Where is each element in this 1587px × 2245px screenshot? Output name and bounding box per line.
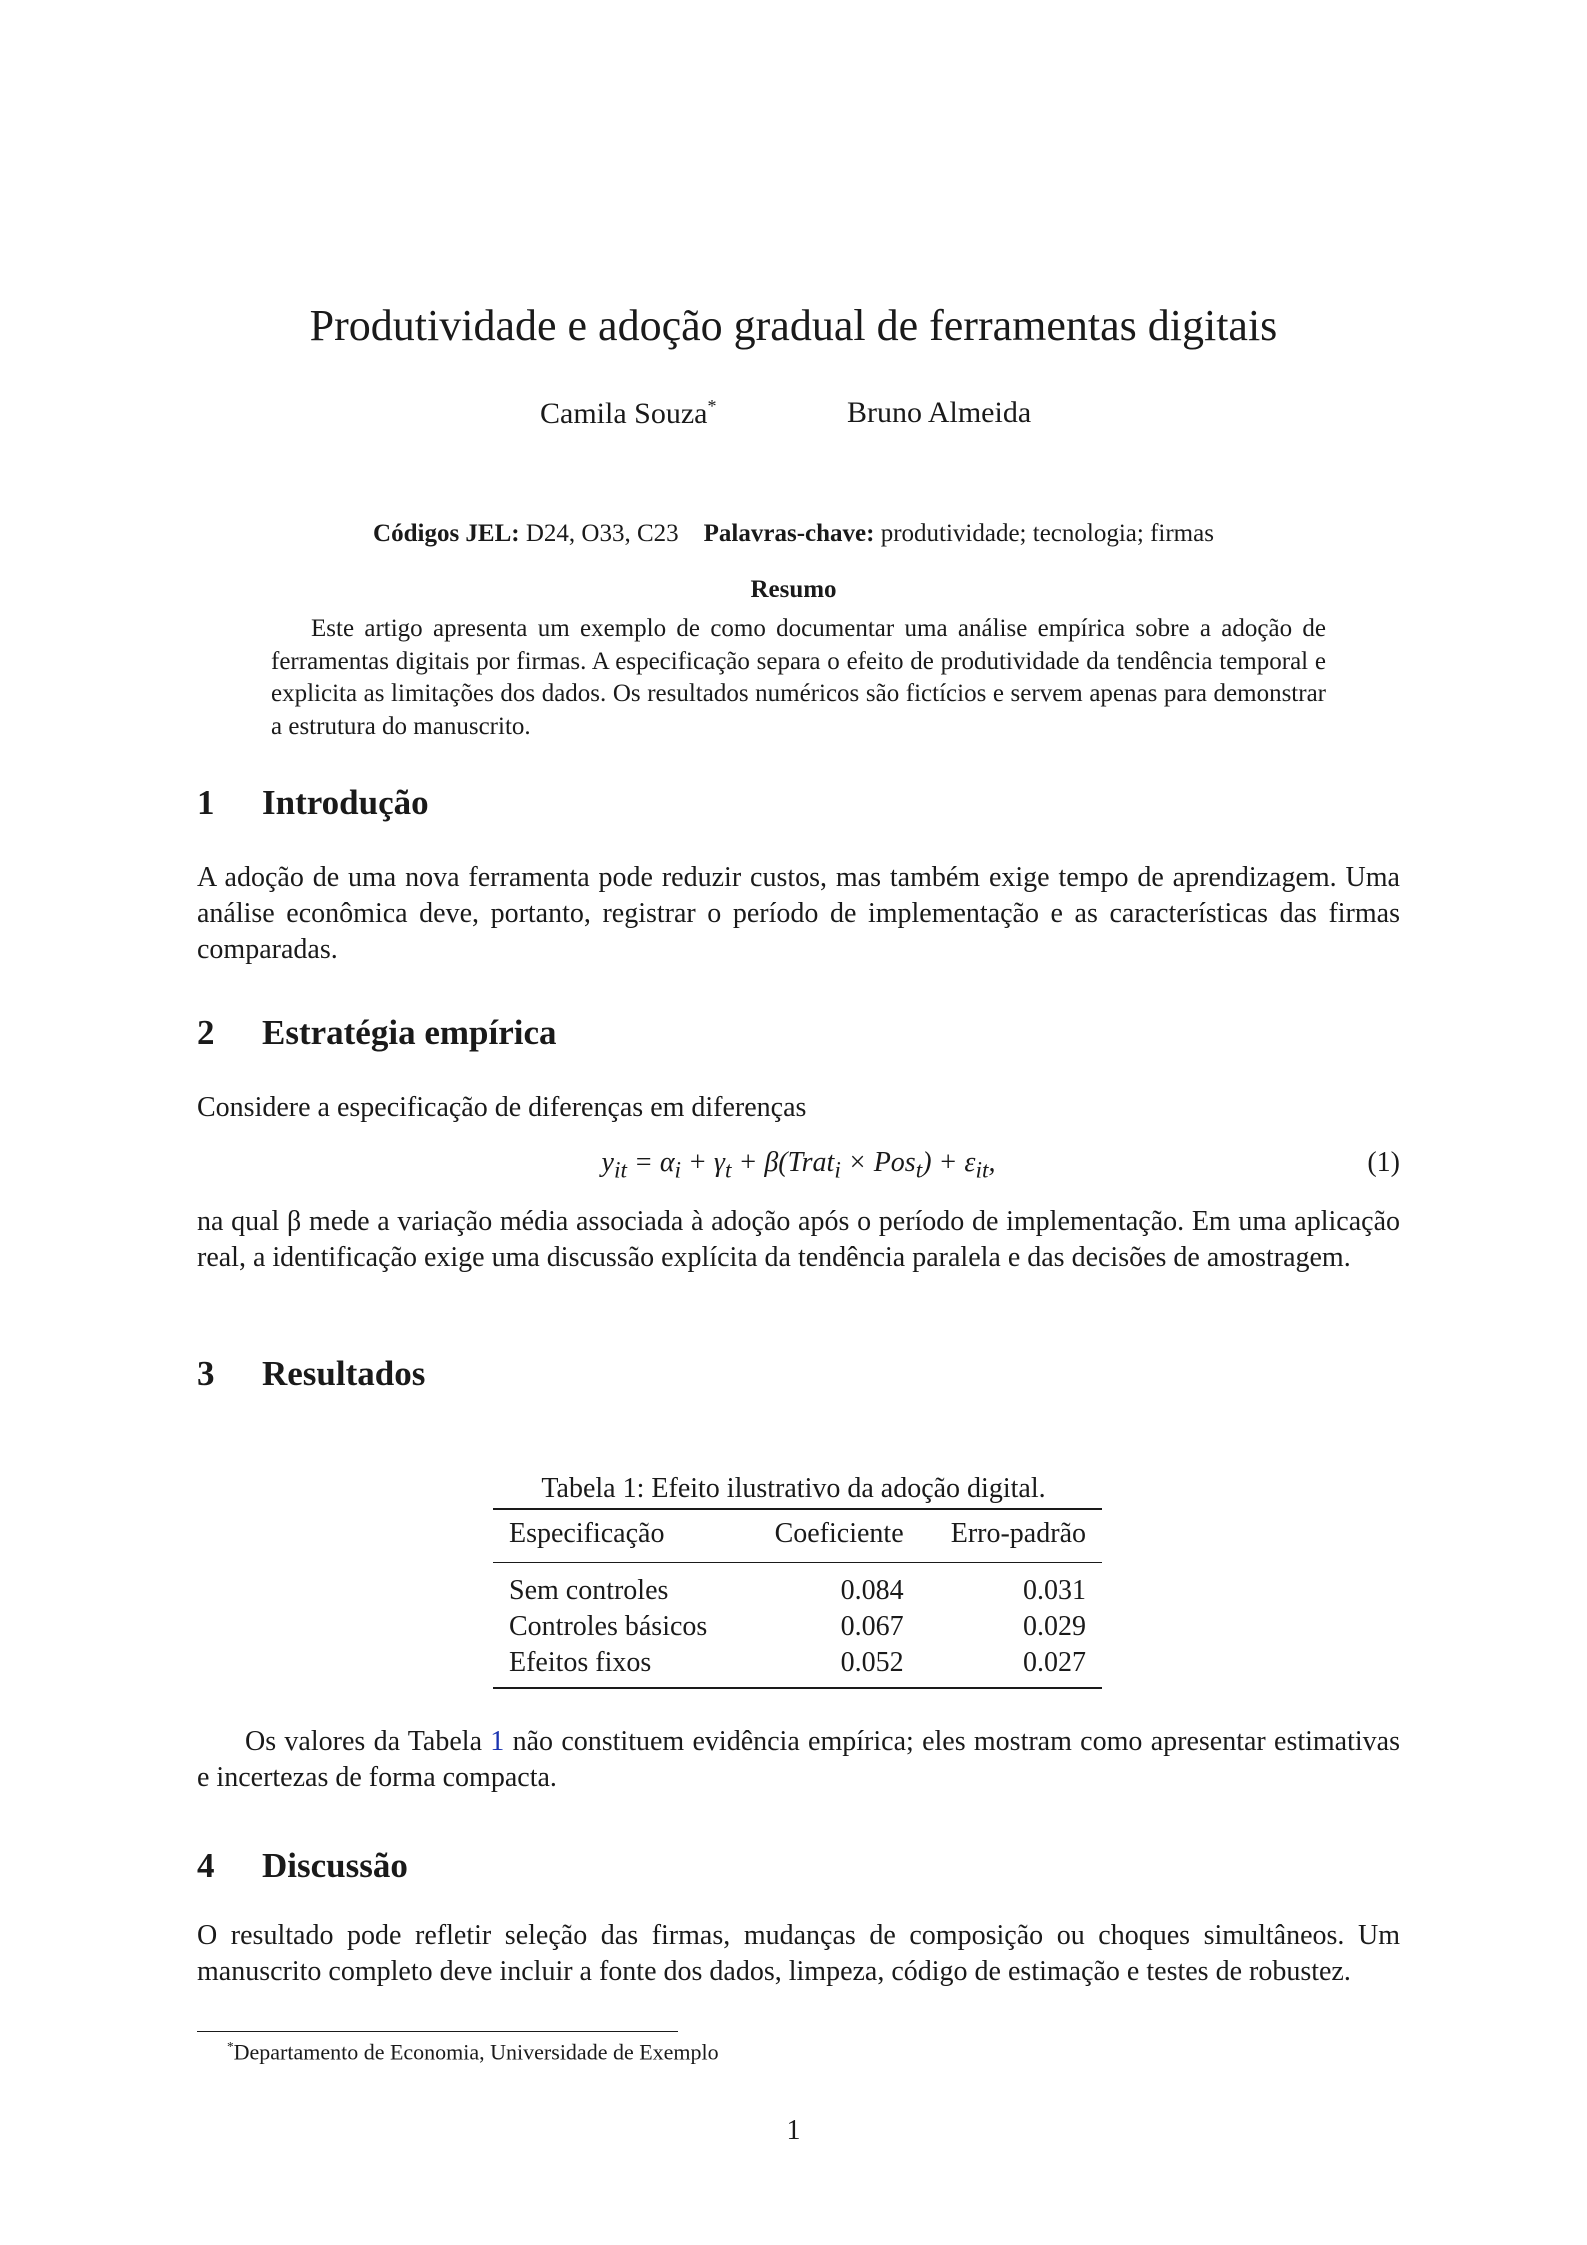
table-reference-link[interactable]: 1 bbox=[490, 1726, 505, 1757]
equation-1 bbox=[197, 1147, 1400, 1187]
section-number: 4 bbox=[197, 1846, 215, 1885]
footnote-text: Departamento de Economia, Universidade de Exemplo bbox=[233, 2039, 719, 2065]
strategy-paragraph-2: na qual β mede a variação média associada à adoção após o período de implementação. Em uma aplicação real, a identificação exige uma discussão explícita da tendência paralela e das decisões de amostragem. bbox=[197, 1206, 1400, 1273]
section-number: 2 bbox=[197, 1013, 215, 1052]
section-title: Estratégia empírica bbox=[262, 1013, 557, 1052]
page-number: 1 bbox=[786, 2115, 801, 2146]
table-header-cell: Erro-padrão bbox=[950, 1518, 1086, 1549]
author-2: Bruno Almeida bbox=[847, 396, 1032, 429]
table-cell: 0.084 bbox=[840, 1575, 904, 1606]
table-cell: Sem controles bbox=[509, 1575, 669, 1606]
abstract-title: Resumo bbox=[750, 576, 837, 603]
section-number: 1 bbox=[197, 783, 215, 822]
results-table bbox=[493, 1508, 1102, 1689]
keywords-label: Palavras-chave: bbox=[703, 520, 875, 547]
footnote-mark: * bbox=[227, 2039, 234, 2054]
results-text-before: Os valores da Tabela bbox=[245, 1726, 491, 1757]
author-list bbox=[0, 396, 1587, 436]
table-header-row bbox=[493, 1509, 1102, 1563]
table-cell: 0.029 bbox=[1023, 1611, 1086, 1642]
author-1-name: Camila Souza bbox=[540, 397, 708, 430]
keywords-line bbox=[0, 520, 1587, 548]
section-title: Introdução bbox=[262, 783, 429, 822]
table-cell: Controles básicos bbox=[509, 1611, 708, 1642]
section-heading-3 bbox=[197, 1354, 425, 1394]
keywords: produtividade; tecnologia; firmas bbox=[880, 520, 1214, 547]
section-title: Discussão bbox=[262, 1846, 408, 1885]
table-cell: Efeitos fixos bbox=[509, 1647, 652, 1678]
section-title: Resultados bbox=[262, 1354, 426, 1393]
table-header-cell: Especificação bbox=[509, 1518, 665, 1549]
table-caption bbox=[0, 1473, 1587, 1505]
author-1 bbox=[540, 396, 716, 431]
section-number: 3 bbox=[197, 1354, 215, 1393]
abstract-text: Este artigo apresenta um exemplo de como documentar uma análise empírica sobre a adoção de ferramentas digitais por firmas. A especificação separa o efeito de produtividade da tendência temporal e explicita as limitações dos dados. Os resultados numéricos são fictícios e servem apenas para demonstrar a estrutura do manuscrito. bbox=[271, 615, 1326, 740]
paper-title: Produtividade e adoção gradual de ferramentas digitais bbox=[309, 301, 1278, 350]
equation-number: (1) bbox=[1367, 1147, 1400, 1178]
jel-codes: D24, O33, C23 bbox=[525, 520, 679, 547]
section-heading-2 bbox=[197, 1013, 557, 1053]
section-heading-4 bbox=[197, 1846, 408, 1886]
table-cell: 0.052 bbox=[840, 1647, 904, 1678]
table-row bbox=[493, 1645, 1102, 1688]
footnote bbox=[227, 2039, 719, 2065]
jel-label: Códigos JEL: bbox=[373, 520, 520, 547]
table-cell: 0.031 bbox=[1023, 1575, 1086, 1606]
table-row bbox=[493, 1609, 1102, 1645]
table-cell: 0.067 bbox=[840, 1611, 904, 1642]
section-heading-1 bbox=[197, 783, 429, 823]
table-cell: 0.027 bbox=[1023, 1647, 1086, 1678]
table-row bbox=[493, 1563, 1102, 1610]
footnote-rule bbox=[197, 2031, 678, 2032]
table-caption-label: Tabela 1: bbox=[541, 1473, 645, 1504]
equation-body: $y_{it} = \alpha_i + \gamma_t$ + β(Trat$_i$ × $Pos_t) + \varepsilon_{it}$, bbox=[601, 1147, 996, 1184]
author-1-footnote-mark: * bbox=[707, 396, 717, 416]
discussion-paragraph: O resultado pode refletir seleção das firmas, mudanças de composição ou choques simultâneos. Um manuscrito completo deve incluir a fonte dos dados, limpeza, código de estimação e testes de robustez. bbox=[197, 1920, 1400, 1987]
strategy-paragraph-1: Considere a especificação de diferenças em diferenças bbox=[197, 1092, 807, 1123]
table-header-cell: Coeficiente bbox=[774, 1518, 904, 1549]
results-paragraph bbox=[197, 1724, 1400, 1796]
results-text-after: não constituem evidência empírica; eles mostram como apresentar estimativas e incertezas de forma compacta. bbox=[197, 1726, 1400, 1793]
table-caption-text: Efeito ilustrativo da adoção digital. bbox=[651, 1473, 1046, 1504]
intro-paragraph: A adoção de uma nova ferramenta pode reduzir custos, mas também exige tempo de aprendizagem. Uma análise econômica deve, portanto, registrar o período de implementação e as características das firmas comparadas. bbox=[197, 862, 1400, 965]
